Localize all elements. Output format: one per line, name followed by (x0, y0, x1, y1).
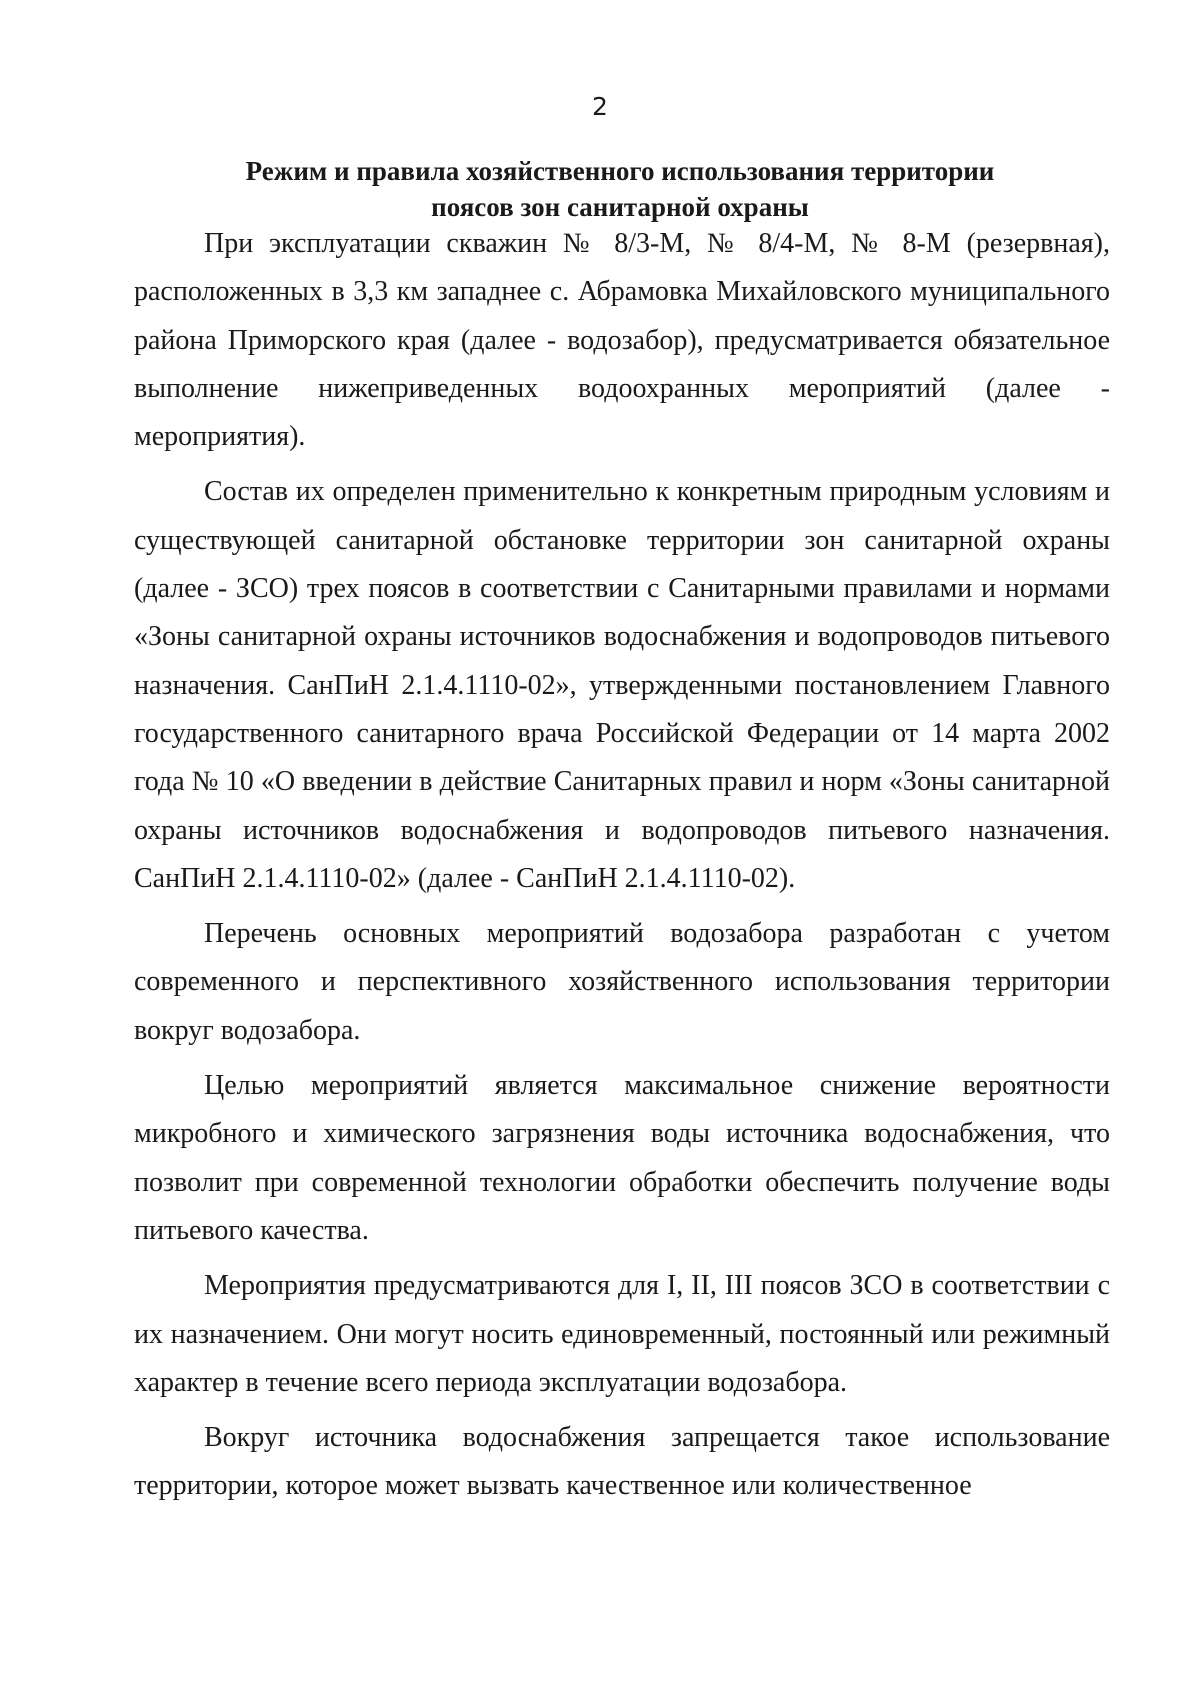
title-line-2: поясов зон санитарной охраны (431, 192, 809, 222)
paragraph: При эксплуатации скважин № 8/3-М, № 8/4-М, № 8-М (резервная), расположенных в 3,3 км западнее с. Абрамовка Михайловского муниципального района Приморского края (далее - водозабор), предусматривается обязательное выполнение нижеприведенных водоохранных мероприятий (далее - мероприятия). (134, 228, 1110, 453)
paragraph: Перечень основных мероприятий водозабора разработан с учетом современного и перспективного хозяйственного использования территории вокруг водозабора. (134, 918, 1110, 1046)
document-body (134, 220, 1110, 1511)
page-number: 2 (592, 92, 608, 121)
paragraph: Состав их определен применительно к конкретным природным условиям и существующей санитарной обстановке территории зон санитарной охраны (далее - ЗСО) трех поясов в соответствии с Санитарными правилами и нормами «Зоны санитарной охраны источников водоснабжения и водопроводов питьевого назначения. СанПиН 2.1.4.1110-02», утвержденными постановлением Главного государственного санитарного врача Российской Федерации от 14 марта 2002 года № 10 «О введении в действие Санитарных правил и норм «Зоны санитарной охраны источников водоснабжения и водопроводов питьевого назначения. СанПиН 2.1.4.1110-02» (далее - СанПиН 2.1.4.1110-02). (134, 476, 1110, 894)
paragraph: Целью мероприятий является максимальное снижение вероятности микробного и химического загрязнения воды источника водоснабжения, что позволит при современной технологии обработки обеспечить получение воды питьевого качества. (134, 1070, 1110, 1246)
paragraph: Мероприятия предусматриваются для I, II, III поясов ЗСО в соответствии с их назначением. Они могут носить единовременный, постоянный или режимный характер в течение всего периода эксплуатации водозабора. (134, 1270, 1110, 1398)
paragraph: Вокруг источника водоснабжения запрещается такое использование территории, которое может вызвать качественное или количественное (134, 1422, 1110, 1502)
document-title (130, 153, 1110, 225)
title-line-1: Режим и правила хозяйственного использования территории (245, 156, 995, 186)
